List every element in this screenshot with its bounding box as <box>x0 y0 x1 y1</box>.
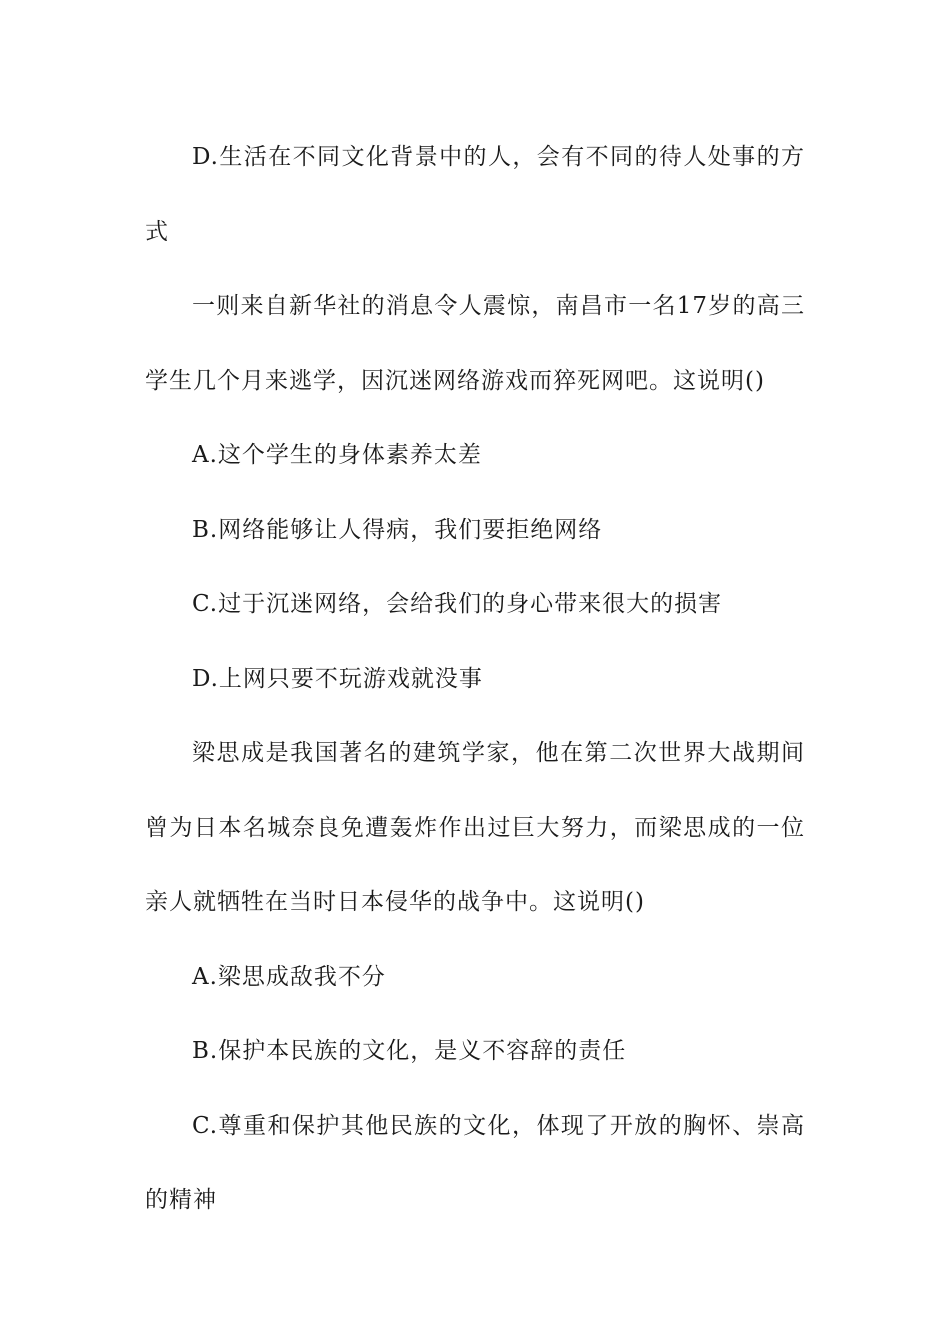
question-option: B.保护本民族的文化，是义不容辞的责任 <box>192 1038 627 1064</box>
question-option: A.这个学生的身体素养太差 <box>192 442 482 468</box>
question-option: C.过于沉迷网络，会给我们的身心带来很大的损害 <box>192 591 723 617</box>
question-stem: 梁思成是我国著名的建筑学家，他在第二次世界大战期间曾为日本名城奈良免遭轰炸作出过巨大努力，而梁思成的一位亲人就牺牲在当时日本侵华的战争中。这说明() <box>145 740 805 915</box>
document-body <box>145 120 805 1238</box>
question-stem: 一则来自新华社的消息令人震惊，南昌市一名17岁的高三学生几个月来逃学，因沉迷网络游戏而猝死网吧。这说明() <box>145 293 805 394</box>
question-option: C.尊重和保护其他民族的文化，体现了开放的胸怀、崇高的精神 <box>145 1112 805 1213</box>
question-option: D.生活在不同文化背景中的人，会有不同的待人处事的方式 <box>145 144 805 245</box>
question-option: B.网络能够让人得病，我们要拒绝网络 <box>192 516 603 543</box>
question-option: A.梁思成敌我不分 <box>192 963 386 990</box>
question-option: D.上网只要不玩游戏就没事 <box>192 665 483 692</box>
